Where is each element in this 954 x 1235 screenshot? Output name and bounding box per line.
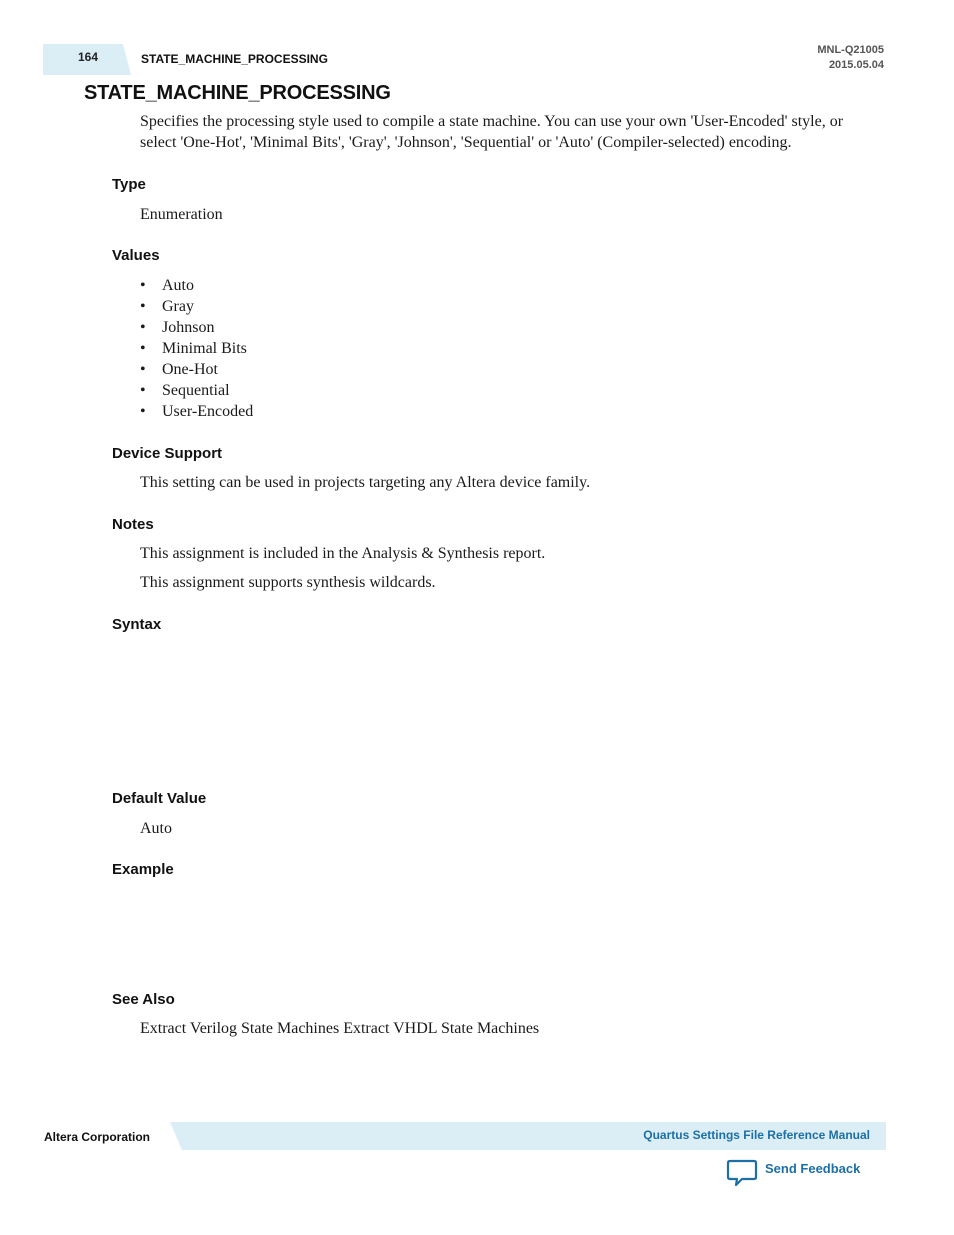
page-number: 164 <box>77 50 99 64</box>
type-heading: Type <box>112 176 146 193</box>
running-header-section: STATE_MACHINE_PROCESSING <box>141 52 328 66</box>
bullet-icon: • <box>140 403 146 420</box>
note-line: This assignment supports synthesis wildcards. <box>140 574 436 591</box>
speech-bubble-icon <box>726 1158 758 1188</box>
description: Specifies the processing style used to compile a state machine. You can use your own 'User-Encoded' style, or select 'One-Hot', 'Minimal Bits', 'Gray', 'Johnson', 'Sequential' or 'Auto' (Compiler-selected) encoding. <box>140 113 844 151</box>
doc-date: 2015.05.04 <box>828 59 884 71</box>
list-item: • Auto <box>140 277 194 294</box>
bullet-icon: • <box>140 277 146 294</box>
bullet-icon: • <box>140 298 146 315</box>
device-support-heading: Device Support <box>112 445 223 462</box>
list-item: • One-Hot <box>140 361 218 378</box>
doc-id: MNL-Q21005 <box>817 44 884 56</box>
page-title: STATE_MACHINE_PROCESSING <box>84 82 391 104</box>
list-item: • Gray <box>140 298 194 315</box>
type-value: Enumeration <box>140 206 223 223</box>
list-item: • Sequential <box>140 382 230 399</box>
note-line: This assignment is included in the Analysis & Synthesis report. <box>140 545 546 562</box>
device-support-text: This setting can be used in projects targeting any Altera device family. <box>140 474 591 491</box>
syntax-heading: Syntax <box>112 616 162 633</box>
list-item: • Johnson <box>140 319 215 336</box>
footer-manual-title[interactable]: Quartus Settings File Reference Manual <box>643 1128 870 1142</box>
values-list <box>140 275 253 422</box>
notes-heading: Notes <box>112 516 154 533</box>
send-feedback-label: Send Feedback <box>765 1161 861 1176</box>
see-also-heading: See Also <box>112 991 175 1008</box>
values-heading: Values <box>112 247 160 264</box>
bullet-icon: • <box>140 361 146 378</box>
doc-info <box>817 43 884 73</box>
bullet-icon: • <box>140 319 146 336</box>
see-also-links[interactable]: Extract Verilog State Machines Extract VHDL State Machines <box>140 1020 540 1037</box>
example-heading: Example <box>112 861 174 878</box>
footer-company: Altera Corporation <box>44 1130 151 1144</box>
default-value-heading: Default Value <box>112 790 207 807</box>
list-item: • User-Encoded <box>140 403 254 420</box>
bullet-icon: • <box>140 340 146 357</box>
bullet-icon: • <box>140 382 146 399</box>
list-item: • Minimal Bits <box>140 340 247 357</box>
default-value-text: Auto <box>140 820 172 837</box>
